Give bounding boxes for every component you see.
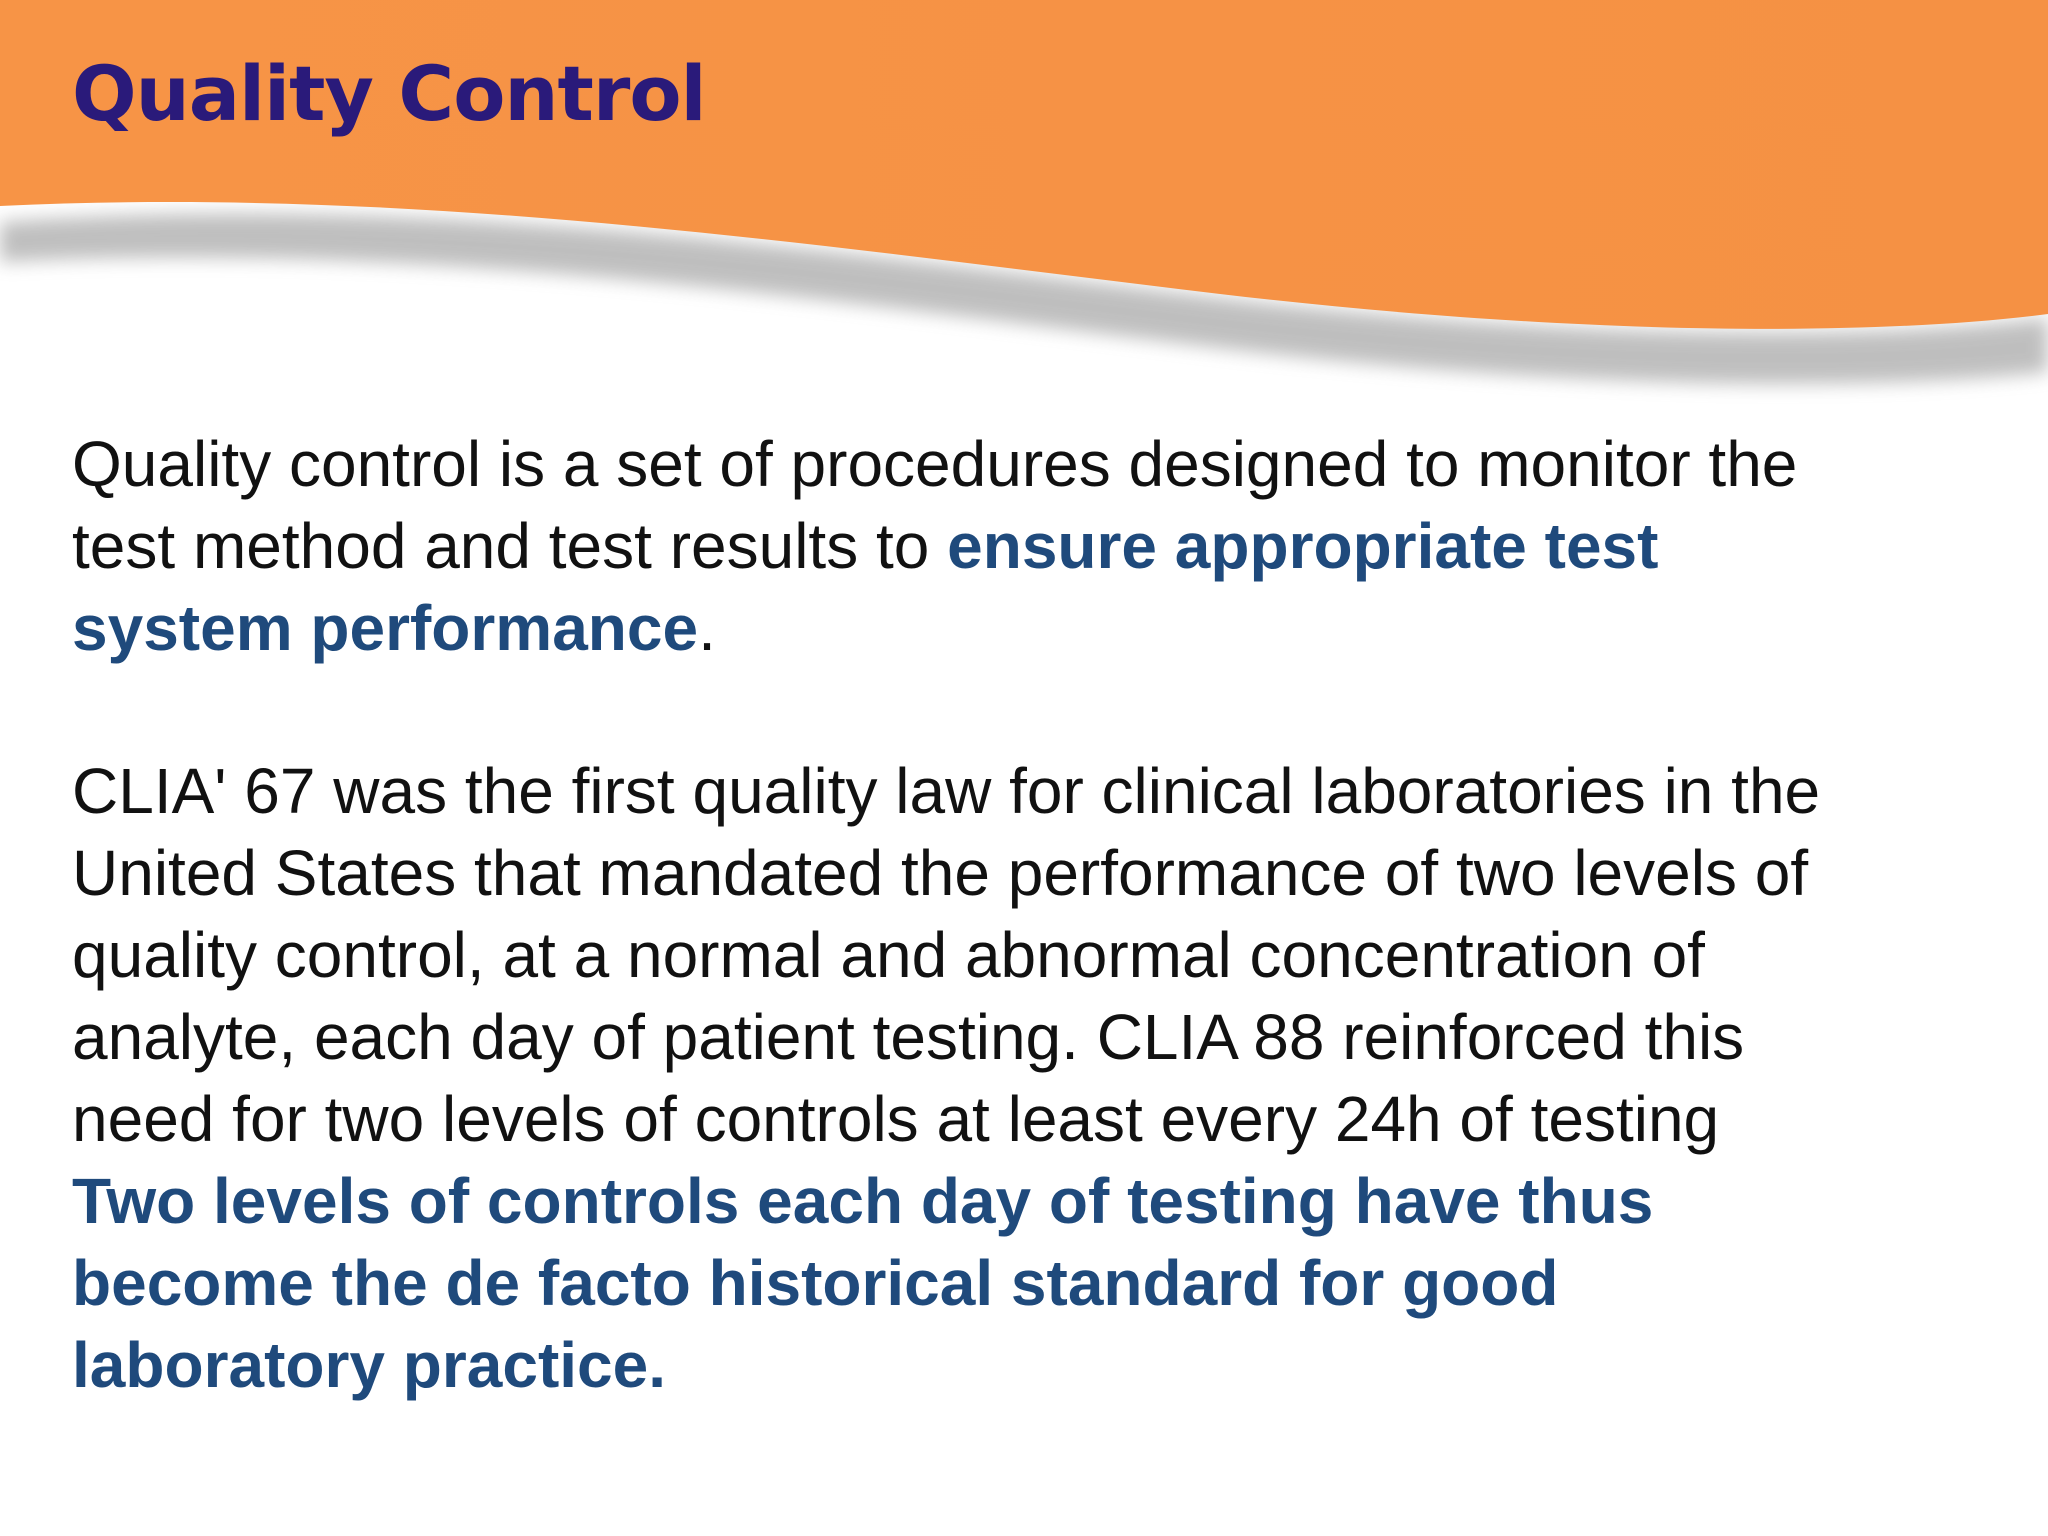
definition-line-2-text: test method and test results to xyxy=(72,510,948,582)
definition-highlight-2: system performance xyxy=(72,592,699,664)
clia-paragraph xyxy=(72,750,1972,1406)
definition-line-2 xyxy=(72,505,1972,587)
clia-line-5: need for two levels of controls at least every 24h of testing xyxy=(72,1083,1720,1155)
clia-highlight-line-3: laboratory practice. xyxy=(72,1329,666,1401)
definition-line-3 xyxy=(72,587,1972,669)
definition-period: . xyxy=(698,592,716,664)
clia-line-1: CLIA' 67 was the first quality law for clinical laboratories in the xyxy=(72,755,1821,827)
definition-highlight-1: ensure appropriate test xyxy=(947,510,1659,582)
slide-title: Quality Control xyxy=(72,49,706,138)
clia-highlight-line-1: Two levels of controls each day of testing have thus xyxy=(72,1165,1654,1237)
clia-highlight-line-2: become the de facto historical standard for good xyxy=(72,1247,1559,1319)
clia-line-2: United States that mandated the performance of two levels of xyxy=(72,837,1809,909)
definition-paragraph xyxy=(72,423,1972,669)
definition-line-1: Quality control is a set of procedures designed to monitor the xyxy=(72,428,1798,500)
clia-line-3: quality control, at a normal and abnormal concentration of xyxy=(72,919,1705,991)
clia-line-4: analyte, each day of patient testing. CLIA 88 reinforced this xyxy=(72,1001,1745,1073)
